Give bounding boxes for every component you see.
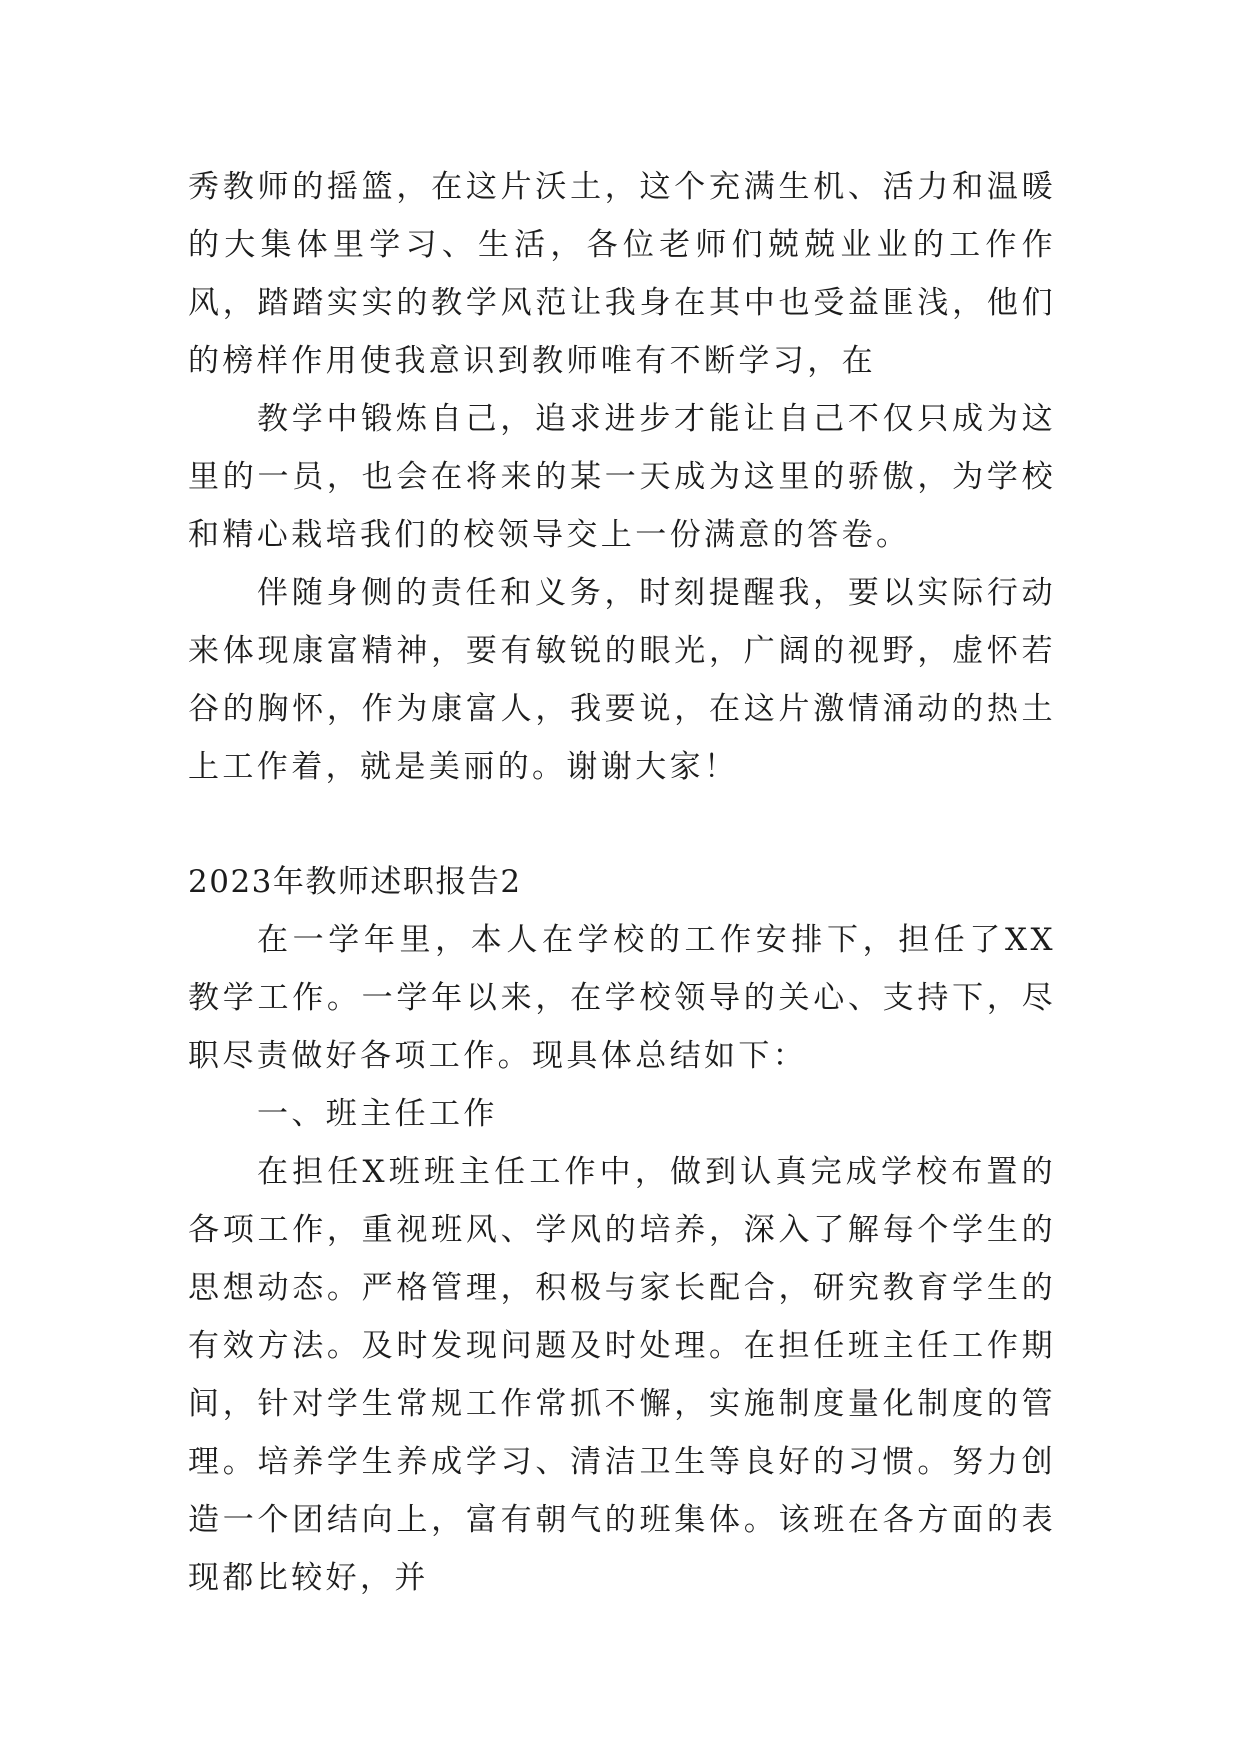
paragraph: 伴随身侧的责任和义务，时刻提醒我，要以实际行动来体现康富精神，要有敏锐的眼光，广阔的视野，虚怀若谷的胸怀，作为康富人，我要说，在这片激情涌动的热土上工作着，就是美丽的。谢谢大家！ xyxy=(188,575,1056,785)
paragraph-continued: 秀教师的摇篮，在这片沃土，这个充满生机、活力和温暖的大集体里学习、生活，各位老师们兢兢业业的工作作风，踏踏实实的教学风范让我身在其中也受益匪浅，他们的榜样作用使我意识到教师唯有不断学习，在 xyxy=(188,169,1056,379)
paragraph: 在一学年里，本人在学校的工作安排下，担任了XX教学工作。一学年以来，在学校领导的关心、支持下，尽职尽责做好各项工作。现具体总结如下： xyxy=(188,922,1056,1074)
paragraph: 在担任X班班主任工作中，做到认真完成学校布置的各项工作，重视班风、学风的培养，深入了解每个学生的思想动态。严格管理，积极与家长配合，研究教育学生的有效方法。及时发现问题及时处理。在担任班主任工作期间，针对学生常规工作常抓不懈，实施制度量化制度的管理。培养学生养成学习、清洁卫生等良好的习惯。努力创造一个团结向上，富有朝气的班集体。该班在各方面的表现都比较好，并 xyxy=(188,1154,1056,1596)
section-title: 2023年教师述职报告2 xyxy=(188,864,522,900)
subsection-heading: 一、班主任工作 xyxy=(257,1096,498,1132)
paragraph: 教学中锻炼自己，追求进步才能让自己不仅只成为这里的一员，也会在将来的某一天成为这里的骄傲，为学校和精心栽培我们的校领导交上一份满意的答卷。 xyxy=(188,401,1056,553)
document-body xyxy=(188,158,1056,1607)
